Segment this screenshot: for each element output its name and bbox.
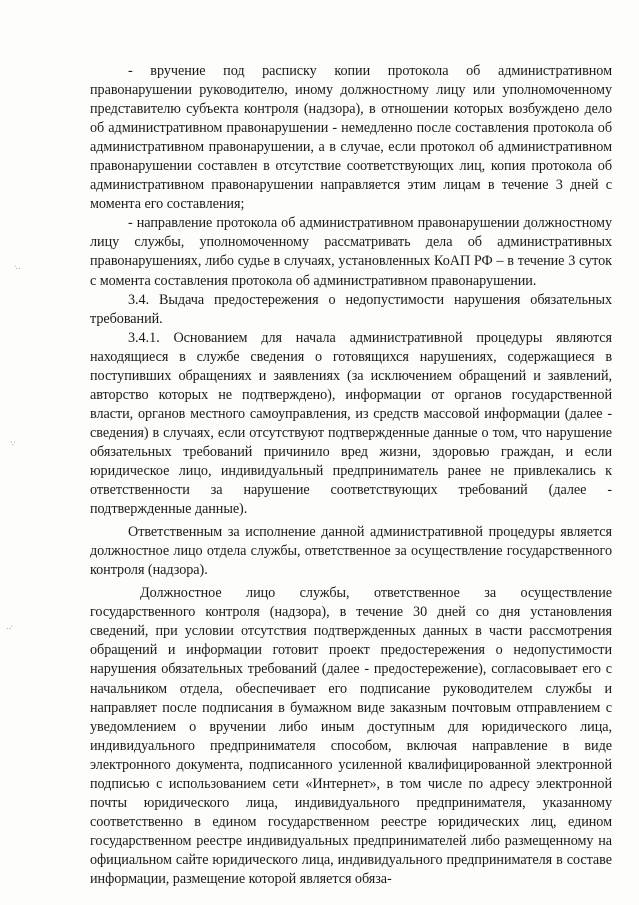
scan-speck: ·.· bbox=[10, 438, 15, 447]
paragraph-official-duties: Должностное лицо службы, ответственное за осуществление государственного контроля (надзора), в течение 30 дней со дня установления сведений, при условии отсутствия подтвержденных данных в части рассмотрения обращений и информации готовит проект предостережения о недопустимости нарушения обязательных требований (далее - предостережение), согласовывает его с начальником отдела, обеспечивает его подписание руководителем службы и направляет после подписания в бумажном виде заказным почтовым отправлением с уведомлением о вручении либо иным доступным для юридического лица, индивидуального предпринимателя способом, включая направление в виде электронного документа, подписанного усиленной квалифицированной электронной подписью с использованием сети «Интернет», в том числе по адресу электронной почты юридического лица, индивидуального предпринимателя, указанному соответственно в едином государственном реестре юридических лиц, едином государственном реестре индивидуальных предпринимателей либо размещенному на официальном сайте юридического лица, индивидуального предпринимателя в составе информации, размещение которой является обяза- bbox=[90, 585, 612, 887]
paragraph-3-4-1-grounds: 3.4.1. Основанием для начала административной процедуры являются находящиеся в службе сведения о готовящихся нарушениях, содержащиеся в поступивших обращениях и заявлениях (за исключением обращений и заявлений, авторство которых не подтверждено), информации от органов государственной власти, органов местного самоуправления, из средств массовой информации (далее - сведения) в случаях, если отсутствуют подтвержденные данные о том, что нарушение обязательных требований причинило вред жизни, здоровью граждан, и если юридическое лицо, индивидуальный предприниматель ранее не привлекались к ответственности за нарушение соответствующих требований (далее - подтвержденные данные). bbox=[90, 329, 612, 518]
paragraph-delivery-of-protocol: - вручение под расписку копии протокола об административном правонарушении руководителю, иному должностному лицу или уполномоченному представителю субъекта контроля (надзора), в отношении которых возбуждено дело об административном правонарушении - немедленно после составления протокола об административном правонарушении, а в случае, если протокол об административном правонарушении составлен в отсутствие соответствующих лиц, копия протокола об административном правонарушении направляется этим лицам в течение 3 дней с момента его составления; bbox=[90, 63, 612, 213]
scan-speck: ‥· bbox=[6, 622, 12, 631]
document-body bbox=[90, 62, 612, 889]
scan-speck: ·‥ bbox=[14, 262, 20, 271]
paragraph-sending-protocol: - направление протокола об административном правонарушении должностному лицу службы, уполномоченному рассматривать дела об административных правонарушениях, либо судье в случаях, установленных КоАП РФ – в течение 3 суток с момента составления протокола об административном правонарушении. bbox=[90, 215, 612, 289]
paragraph-responsible-person: Ответственным за исполнение данной административной процедуры является должностное лицо отдела службы, ответственное за осуществление государственного контроля (надзора). bbox=[90, 524, 612, 579]
section-heading-3-4: 3.4. Выдача предостережения о недопустимости нарушения обязательных требований. bbox=[90, 291, 612, 327]
